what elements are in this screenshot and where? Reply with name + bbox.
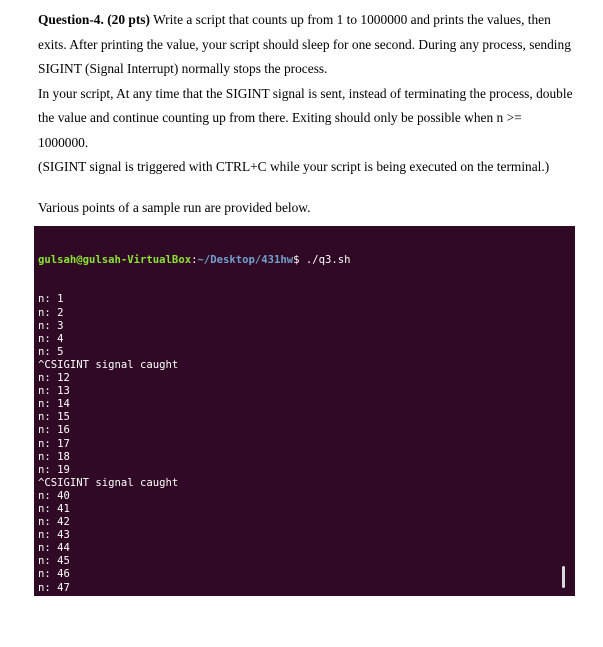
question-text-1: Write a script that counts up from 1 to 1000000 and prints the values, then exits. After printing the value, your script should sleep for one second. During any process, sending SIGINT (Signal Interrupt) normally stops the process. [38,12,571,76]
terminal-screenshot [34,226,575,646]
terminal-output-line: n: 42 [38,516,70,529]
question-block [38,8,573,180]
terminal-output-line: n: 99 [38,633,70,646]
prompt-path: ~/Desktop/431hw [197,254,294,267]
terminal-output-line: n: 48 [38,594,70,607]
question-heading: Question-4. (20 pts) [38,12,150,27]
terminal-output-line: n: 17 [38,437,70,450]
prompt-command: $ ./q3.sh [293,254,351,267]
terminal-output-line: n: 43 [38,529,70,542]
terminal-output-line: ^CSIGINT signal caught [38,607,179,620]
terminal-output-line: n: 98 [38,620,70,633]
terminal-output-line: n: 47 [38,581,70,594]
sample-run-intro: Various points of a sample run are provided below. [38,200,311,215]
terminal-output-line: ^CSIGINT signal caught [38,476,179,489]
terminal-output-line: n: 19 [38,463,70,476]
terminal-output-line: n: 2 [38,306,64,319]
terminal-output-line: ^CSIGINT signal caught [38,358,179,371]
question-paragraph-1 [38,8,573,82]
terminal-output-line: n: 5 [38,345,64,358]
terminal-output-line: n: 15 [38,411,70,424]
terminal-scrollbar[interactable] [562,566,565,588]
terminal-output-line: n: 40 [38,489,70,502]
terminal-output-line: n: 4 [38,332,64,345]
terminal-output-line: n: 14 [38,398,70,411]
prompt-colon: : [191,254,198,267]
terminal-output-line: n: 1 [38,293,64,306]
terminal-output-line: n: 46 [38,568,70,581]
terminal-output-line: n: 12 [38,372,70,385]
terminal-output [38,228,351,647]
prompt-user: gulsah@gulsah-VirtualBox [38,254,192,267]
terminal-output-line: n: 44 [38,542,70,555]
terminal-output-line: n: 3 [38,319,64,332]
question-paragraph-2: In your script, At any time that the SIGINT signal is sent, instead of terminating the process, double the value and continue counting up from there. Exiting should only be possible when n >= 1000000. [38,85,573,150]
terminal-output-line: n: 45 [38,555,70,568]
terminal-output-line: n: 13 [38,385,70,398]
terminal-output-line: n: 16 [38,424,70,437]
question-paragraph-3: (SIGINT signal is triggered with CTRL+C while your script is being executed on the terminal.) [38,159,550,174]
terminal-output-line: n: 18 [38,450,70,463]
terminal-prompt-line [38,254,351,267]
terminal-output-line: n: 41 [38,502,70,515]
